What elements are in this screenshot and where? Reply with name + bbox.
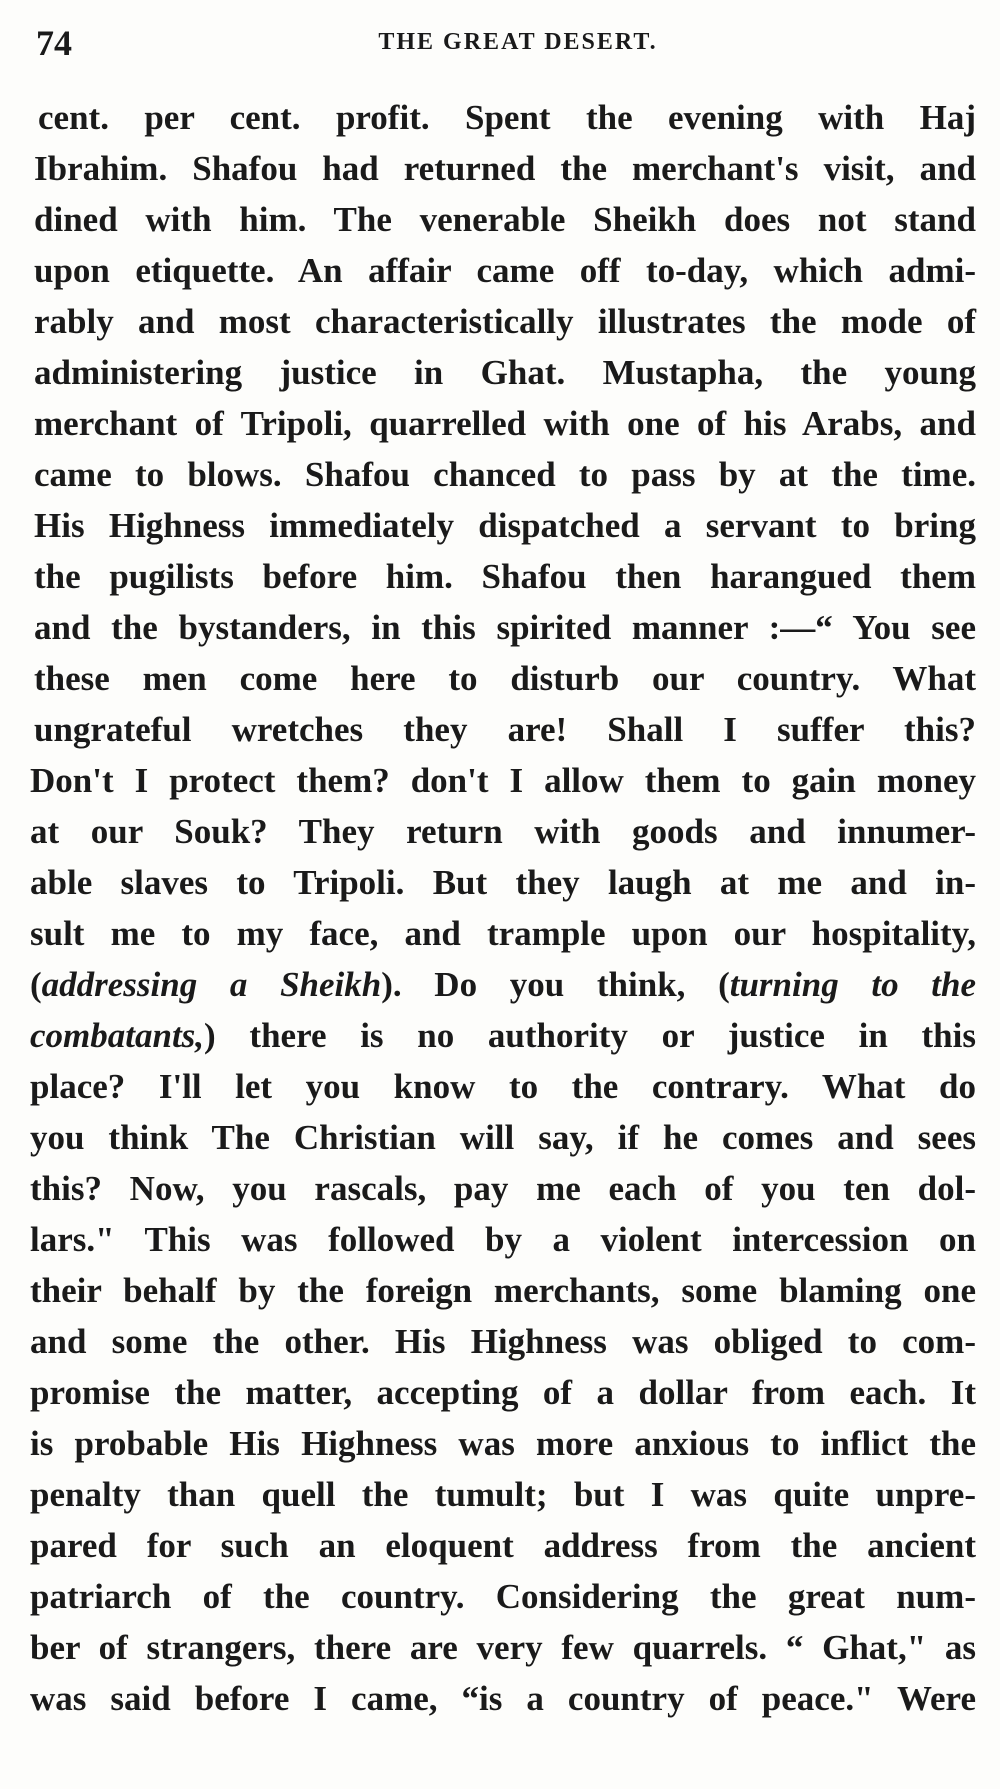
text-line: their behalf by the foreign merchants, some blaming one: [30, 1271, 976, 1310]
text-line: you think The Christian will say, if he comes and sees: [30, 1118, 976, 1157]
text-line: rably and most characteristically illustrates the mode of: [34, 302, 976, 341]
text-line: and the bystanders, in this spirited manner :—“ You see: [34, 608, 976, 647]
text-line: came to blows. Shafou chanced to pass by at the time.: [34, 455, 976, 494]
text-line: Don't I protect them? don't I allow them to gain money: [30, 761, 976, 800]
text-line: administering justice in Ghat. Mustapha, the young: [34, 353, 976, 392]
running-head: THE GREAT DESERT.: [378, 29, 658, 55]
italic-fragment: addressing a Sheikh: [41, 965, 382, 1004]
text-line: His Highness immediately dispatched a servant to bring: [34, 506, 976, 545]
text-line: was said before I came, “is a country of peace." Were: [30, 1679, 976, 1718]
text-line: Ibrahim. Shafou had returned the merchant's visit, and: [34, 149, 976, 188]
text-line: dined with him. The venerable Sheikh does not stand: [34, 200, 976, 239]
text-line: these men come here to disturb our country. What: [34, 659, 976, 698]
text-line: patriarch of the country. Considering the great num-: [30, 1577, 976, 1616]
text-line: and some the other. His Highness was obliged to com-: [30, 1322, 976, 1361]
text-line: pared for such an eloquent address from the ancient: [30, 1526, 976, 1565]
text-line: sult me to my face, and trample upon our hospitality,: [30, 914, 976, 953]
page-header: [36, 18, 980, 68]
body-text: [24, 92, 976, 1724]
text-line: is probable His Highness was more anxious to inflict the: [30, 1424, 976, 1463]
text-line-with-italics: [24, 1010, 976, 1061]
page-number: 74: [36, 23, 72, 63]
text-fragment: ). Do you think, (: [381, 965, 730, 1004]
italic-fragment: combatants,: [30, 1016, 205, 1055]
text-line: ber of strangers, there are very few quarrels. “ Ghat," as: [30, 1628, 976, 1667]
text-line: cent. per cent. profit. Spent the evening with Haj: [38, 98, 976, 137]
text-line: upon etiquette. An affair came off to-day, which admi-: [34, 251, 976, 290]
text-line-with-italics: [24, 959, 976, 1010]
text-fragment: (: [30, 965, 42, 1004]
text-line: promise the matter, accepting of a dollar from each. It: [30, 1373, 976, 1412]
text-line: ungrateful wretches they are! Shall I suffer this?: [34, 710, 976, 749]
text-line: place? I'll let you know to the contrary. What do: [30, 1067, 976, 1106]
text-line: merchant of Tripoli, quarrelled with one of his Arabs, and: [34, 404, 976, 443]
text-fragment: ) there is no authority or justice in this: [204, 1016, 976, 1055]
text-line: at our Souk? They return with goods and innumer-: [30, 812, 976, 851]
text-line: penalty than quell the tumult; but I was quite unpre-: [30, 1475, 976, 1514]
italic-fragment: turning to the: [729, 965, 976, 1004]
text-line: this? Now, you rascals, pay me each of you ten dol-: [30, 1169, 976, 1208]
text-line: able slaves to Tripoli. But they laugh at me and in-: [30, 863, 976, 902]
text-line: lars." This was followed by a violent intercession on: [30, 1220, 976, 1259]
text-line: the pugilists before him. Shafou then harangued them: [34, 557, 976, 596]
